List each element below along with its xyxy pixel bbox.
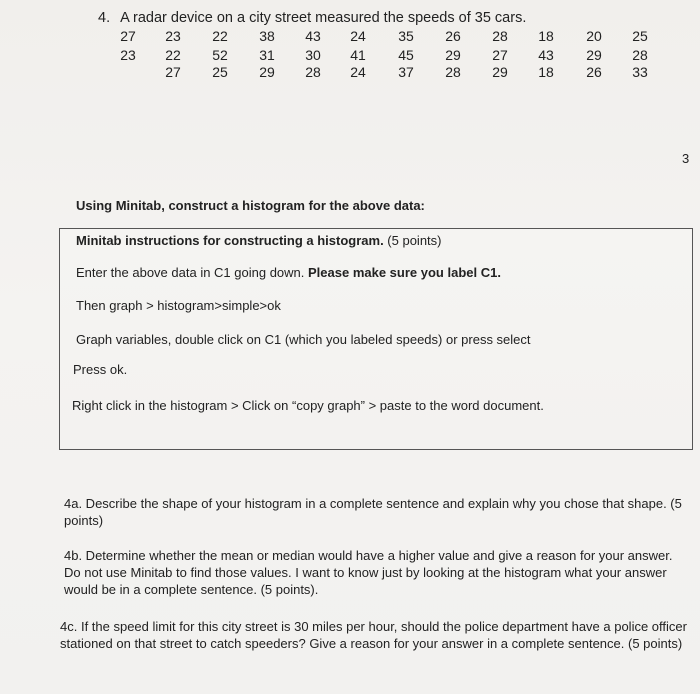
minitab-heading: Using Minitab, construct a histogram for the above data: xyxy=(76,198,425,213)
speed-value: 26 xyxy=(586,64,602,80)
speed-value: 27 xyxy=(120,28,136,44)
speed-value: 24 xyxy=(350,64,366,80)
instruction-step-4: Press ok. xyxy=(73,362,128,377)
speed-value: 23 xyxy=(165,28,181,44)
instructions-title xyxy=(76,233,442,248)
question-4-prompt xyxy=(98,10,526,26)
instruction-step-1 xyxy=(76,265,501,280)
speed-value: 41 xyxy=(350,47,366,63)
speed-value: 22 xyxy=(165,47,181,63)
speed-value: 28 xyxy=(632,47,648,63)
question-4c: 4c. If the speed limit for this city street is 30 miles per hour, should the police department have a police officer stationed on that street to catch speeders? Give a reason for your answer in a complete sentence. (5 points) xyxy=(60,619,687,651)
speed-value: 28 xyxy=(305,64,321,80)
speed-value: 38 xyxy=(259,28,275,44)
speed-value: 29 xyxy=(492,64,508,80)
speed-value: 25 xyxy=(212,64,228,80)
speed-value: 24 xyxy=(350,28,366,44)
speed-value: 23 xyxy=(120,47,136,63)
speed-value: 29 xyxy=(445,47,461,63)
speed-value: 18 xyxy=(538,64,554,80)
speed-value: 33 xyxy=(632,64,648,80)
speed-value: 29 xyxy=(259,64,275,80)
question-text: A radar device on a city street measured the speeds of 35 cars. xyxy=(120,10,527,26)
speed-value: 43 xyxy=(305,28,321,44)
speed-value: 30 xyxy=(305,47,321,63)
speed-value: 27 xyxy=(165,64,181,80)
speed-value: 52 xyxy=(212,47,228,63)
speed-value: 29 xyxy=(586,47,602,63)
instruction-step-2: Then graph > histogram>simple>ok xyxy=(76,298,281,313)
instruction-step-1-bold: Please make sure you label C1. xyxy=(308,265,501,280)
instruction-step-3: Graph variables, double click on C1 (which you labeled speeds) or press select xyxy=(76,332,531,347)
speed-value: 28 xyxy=(492,28,508,44)
instructions-title-points: (5 points) xyxy=(383,233,442,248)
speed-value: 22 xyxy=(212,28,228,44)
speed-value: 20 xyxy=(586,28,602,44)
speed-value: 37 xyxy=(398,64,414,80)
speed-value: 35 xyxy=(398,28,414,44)
speed-value: 26 xyxy=(445,28,461,44)
speed-value: 43 xyxy=(538,47,554,63)
instruction-step-5: Right click in the histogram > Click on “copy graph” > paste to the word document. xyxy=(72,398,544,413)
page-number: 3 xyxy=(682,151,690,166)
speed-value: 25 xyxy=(632,28,648,44)
speed-value: 45 xyxy=(398,47,414,63)
speed-value: 28 xyxy=(445,64,461,80)
instructions-title-bold: Minitab instructions for constructing a histogram. xyxy=(76,233,384,248)
question-4a: 4a. Describe the shape of your histogram in a complete sentence and explain why you chose that shape. (5 points) xyxy=(64,496,682,528)
speed-value: 18 xyxy=(538,28,554,44)
question-4b: 4b. Determine whether the mean or median would have a higher value and give a reason for your answer. Do not use Minitab to find those values. I want to know just by looking at the histogram what your answer would be in a complete sentence. (5 points). xyxy=(64,548,673,597)
instruction-step-1-text: Enter the above data in C1 going down. xyxy=(76,265,308,280)
speed-value: 27 xyxy=(492,47,508,63)
question-number: 4. xyxy=(98,10,111,26)
speed-value: 31 xyxy=(259,47,275,63)
